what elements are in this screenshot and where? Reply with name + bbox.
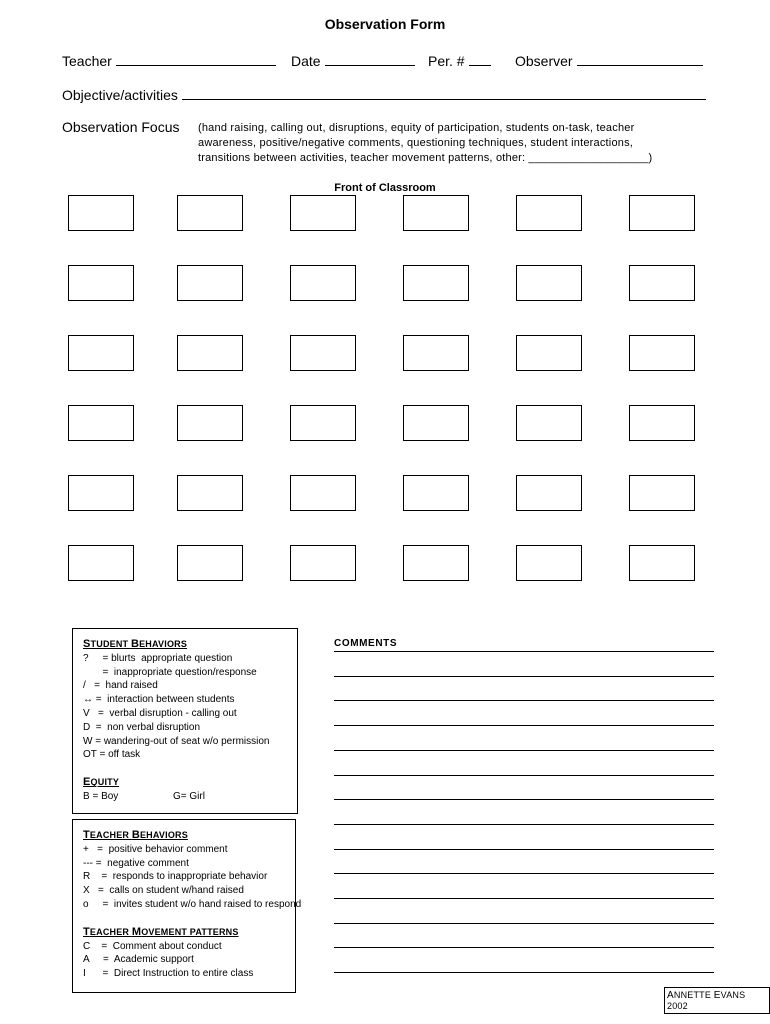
legend-item: = inappropriate question/response bbox=[83, 666, 257, 678]
desk[interactable] bbox=[177, 195, 243, 231]
desk[interactable] bbox=[629, 405, 695, 441]
desk[interactable] bbox=[403, 545, 469, 581]
observer-blank[interactable] bbox=[577, 52, 703, 66]
desk[interactable] bbox=[68, 195, 134, 231]
desk[interactable] bbox=[68, 335, 134, 371]
date-blank[interactable] bbox=[325, 52, 415, 66]
desk[interactable] bbox=[516, 405, 582, 441]
desk[interactable] bbox=[290, 335, 356, 371]
comment-line[interactable] bbox=[334, 725, 714, 726]
desk[interactable] bbox=[516, 545, 582, 581]
focus-text-line: awareness, positive/negative comments, questioning techniques, student interactions, bbox=[198, 137, 634, 149]
legend-item: D = non verbal disruption bbox=[83, 721, 201, 733]
teacher-field bbox=[62, 52, 276, 69]
desk[interactable] bbox=[516, 265, 582, 301]
teacher-behaviors-heading: TEACHER BEHAVIORS bbox=[83, 829, 188, 841]
desk[interactable] bbox=[403, 335, 469, 371]
form-title: Observation Form bbox=[324, 16, 446, 32]
date-label: Date bbox=[291, 53, 321, 69]
objective-label: Objective/activities bbox=[62, 87, 178, 103]
legend-item: C = Comment about conduct bbox=[83, 940, 222, 952]
desk[interactable] bbox=[68, 405, 134, 441]
period-blank[interactable] bbox=[469, 52, 491, 66]
legend-item: V = verbal disruption - calling out bbox=[83, 707, 237, 719]
desk[interactable] bbox=[403, 265, 469, 301]
equity-girl: G= Girl bbox=[173, 790, 205, 802]
legend-item: X = calls on student w/hand raised bbox=[83, 885, 244, 897]
desk[interactable] bbox=[629, 195, 695, 231]
front-of-classroom-label: Front of Classroom bbox=[334, 182, 436, 194]
desk[interactable] bbox=[290, 405, 356, 441]
comment-line[interactable] bbox=[334, 923, 714, 924]
legend-item: I = Direct Instruction to entire class bbox=[83, 968, 254, 980]
legend-item: / = hand raised bbox=[83, 680, 158, 692]
comment-line[interactable] bbox=[334, 824, 714, 825]
desk[interactable] bbox=[403, 405, 469, 441]
comment-line[interactable] bbox=[334, 750, 714, 751]
comment-line[interactable] bbox=[334, 972, 714, 973]
teacher-blank[interactable] bbox=[116, 52, 276, 66]
desk[interactable] bbox=[516, 335, 582, 371]
desk[interactable] bbox=[68, 265, 134, 301]
desk[interactable] bbox=[516, 475, 582, 511]
legend-item: o = invites student w/o hand raised to respond bbox=[83, 898, 302, 910]
desk[interactable] bbox=[516, 195, 582, 231]
focus-label: Observation Focus bbox=[62, 119, 180, 135]
date-field bbox=[291, 52, 415, 69]
desk[interactable] bbox=[629, 335, 695, 371]
comment-line[interactable] bbox=[334, 775, 714, 776]
author-credit: ANNETTE EVANS 2002 bbox=[664, 987, 770, 1014]
desk[interactable] bbox=[403, 475, 469, 511]
period-label: Per. # bbox=[428, 53, 465, 69]
teacher-behaviors-legend bbox=[72, 819, 302, 993]
desk[interactable] bbox=[629, 475, 695, 511]
teacher-label: Teacher bbox=[62, 53, 112, 69]
equity-heading: EQUITY bbox=[83, 776, 120, 789]
legend-item: ? = blurts appropriate question bbox=[83, 652, 233, 664]
comment-line[interactable] bbox=[334, 700, 714, 701]
desk[interactable] bbox=[403, 195, 469, 231]
desk[interactable] bbox=[68, 545, 134, 581]
desk[interactable] bbox=[629, 545, 695, 581]
legend-item: R = responds to inappropriate behavior bbox=[83, 871, 268, 883]
student-behaviors-legend bbox=[72, 628, 298, 814]
legend-item: W = wandering-out of seat w/o permission bbox=[83, 735, 270, 747]
comment-line[interactable] bbox=[334, 651, 714, 652]
focus-text-line: (hand raising, calling out, disruptions, equity of participation, students on-task, teacher bbox=[198, 122, 635, 134]
legend-item: A = Academic support bbox=[83, 954, 194, 966]
desk[interactable] bbox=[177, 335, 243, 371]
equity-row bbox=[83, 790, 287, 804]
desk[interactable] bbox=[290, 265, 356, 301]
comment-line[interactable] bbox=[334, 849, 714, 850]
teacher-movement-heading: TEACHER MOVEMENT PATTERNS bbox=[83, 925, 239, 938]
legend-item: + = positive behavior comment bbox=[83, 843, 228, 855]
desk[interactable] bbox=[68, 475, 134, 511]
comments-heading: COMMENTS bbox=[334, 638, 398, 649]
desk[interactable] bbox=[629, 265, 695, 301]
observer-label: Observer bbox=[515, 53, 573, 69]
comment-line[interactable] bbox=[334, 947, 714, 948]
comment-line[interactable] bbox=[334, 873, 714, 874]
legend-item: ↔ = interaction between students bbox=[83, 694, 235, 706]
legend-item: OT = off task bbox=[83, 749, 141, 761]
desk[interactable] bbox=[290, 475, 356, 511]
comment-line[interactable] bbox=[334, 898, 714, 899]
desk[interactable] bbox=[290, 545, 356, 581]
objective-field bbox=[62, 86, 706, 103]
legend-item: --- = negative comment bbox=[83, 857, 189, 869]
period-field bbox=[428, 52, 491, 69]
desk[interactable] bbox=[177, 405, 243, 441]
observer-field bbox=[515, 52, 703, 69]
student-behaviors-heading: STUDENT BEHAVIORS bbox=[83, 638, 188, 650]
desk[interactable] bbox=[177, 545, 243, 581]
desk[interactable] bbox=[290, 195, 356, 231]
focus-text-line: transitions between activities, teacher movement patterns, other: ___________________) bbox=[198, 152, 653, 164]
comment-line[interactable] bbox=[334, 676, 714, 677]
focus-text bbox=[198, 121, 718, 166]
objective-blank[interactable] bbox=[182, 86, 706, 100]
equity-boy: B = Boy bbox=[83, 790, 119, 802]
desk[interactable] bbox=[177, 265, 243, 301]
comment-line[interactable] bbox=[334, 799, 714, 800]
desk[interactable] bbox=[177, 475, 243, 511]
